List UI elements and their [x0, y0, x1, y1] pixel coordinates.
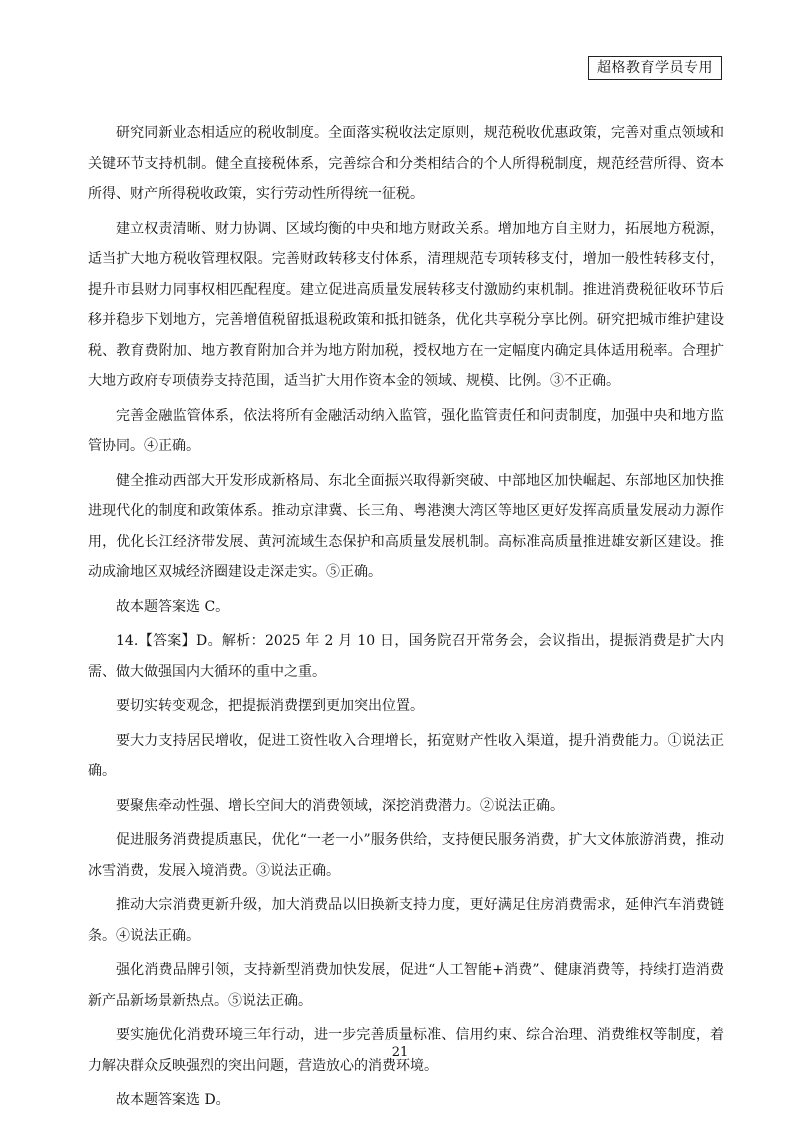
paragraph: 要大力支持居民增收，促进工资性收入合理增长，拓宽财产性收入渠道，提升消费能力。①说法正确。 — [88, 732, 724, 779]
paragraph: 要切实转变观念，把提振消费摆到更加突出位置。 — [116, 698, 424, 714]
paragraph: 要聚焦牵动性强、增长空间大的消费领域，深挖消费潜力。②说法正确。 — [116, 797, 564, 814]
page-number: 21 — [391, 1045, 409, 1060]
paragraph: 要实施优化消费环境三年行动，进一步完善质量标准、信用约束、综合治理、消费维权等制度，着力解决群众反映强烈的突出问题，营造放心的消费环境。 — [88, 1027, 724, 1074]
paragraph: 完善金融监管体系，依法将所有金融活动纳入监管，强化监管责任和问责制度，加强中央和地方监管协同。④正确。 — [88, 407, 724, 454]
document-body — [88, 118, 724, 1120]
paragraph: 推动大宗消费更新升级，加大消费品以旧换新支持力度，更好满足住房消费需求，延伸汽车消费链条。④说法正确。 — [88, 897, 724, 944]
header-badge: 超格教育学员专用 — [588, 56, 722, 80]
paragraph: 故本题答案选 C。 — [116, 598, 230, 615]
paragraph: 建立权责清晰、财力协调、区域均衡的中央和地方财政关系。增加地方自主财力，拓展地方税源，适当扩大地方税收管理权限。完善财政转移支付体系，清理规范专项转移支付，增加一般性转移支付，提升市县财力同事权相匹配程度。建立促进高质量发展转移支付激励约束机制。推进消费税征收环节后移并稳步下划地方，完善增值税留抵退税政策和抵扣链条，优化共享税分享比例。研究把城市维护建设税、教育费附加、地方教育附加合并为地方附加税，授权地方在一定幅度内确定具体适用税率。合理扩大地方政府专项债券支持范围，适当扩大用作资本金的领域、规模、比例。③不正确。 — [88, 220, 724, 389]
paragraph: 14.【答案】D。解析：2025 年 2 月 10 日，国务院召开常务会，会议指出，提振消费是扩大内需、做大做强国内大循环的重中之重。 — [88, 633, 724, 680]
paragraph: 健全推动西部大开发形成新格局、东北全面振兴取得新突破、中部地区加快崛起、东部地区加快推进现代化的制度和政策体系。推动京津冀、长三角、粤港澳大湾区等地区更好发挥高质量发展动力源作用，优化长江经济带发展、黄河流域生态保护和高质量发展机制。高标准高质量推进雄安新区建设。推动成渝地区双城经济圈建设走深走实。⑤正确。 — [88, 472, 724, 580]
paragraph: 强化消费品牌引领，支持新型消费加快发展，促进“人工智能+消费”、健康消费等，持续打造消费新产品新场景新热点。⑤说法正确。 — [88, 962, 724, 1009]
paragraph: 研究同新业态相适应的税收制度。全面落实税收法定原则，规范税收优惠政策，完善对重点领域和关键环节支持机制。健全直接税体系，完善综合和分类相结合的个人所得税制度，规范经营所得、资本所得、财产所得税收政策，实行劳动性所得统一征税。 — [88, 125, 724, 202]
paragraph: 故本题答案选 D。 — [116, 1092, 230, 1108]
paragraph: 促进服务消费提质惠民，优化“一老一小”服务供给，支持便民服务消费，扩大文体旅游消费，推动冰雪消费，发展入境消费。③说法正确。 — [88, 832, 724, 879]
